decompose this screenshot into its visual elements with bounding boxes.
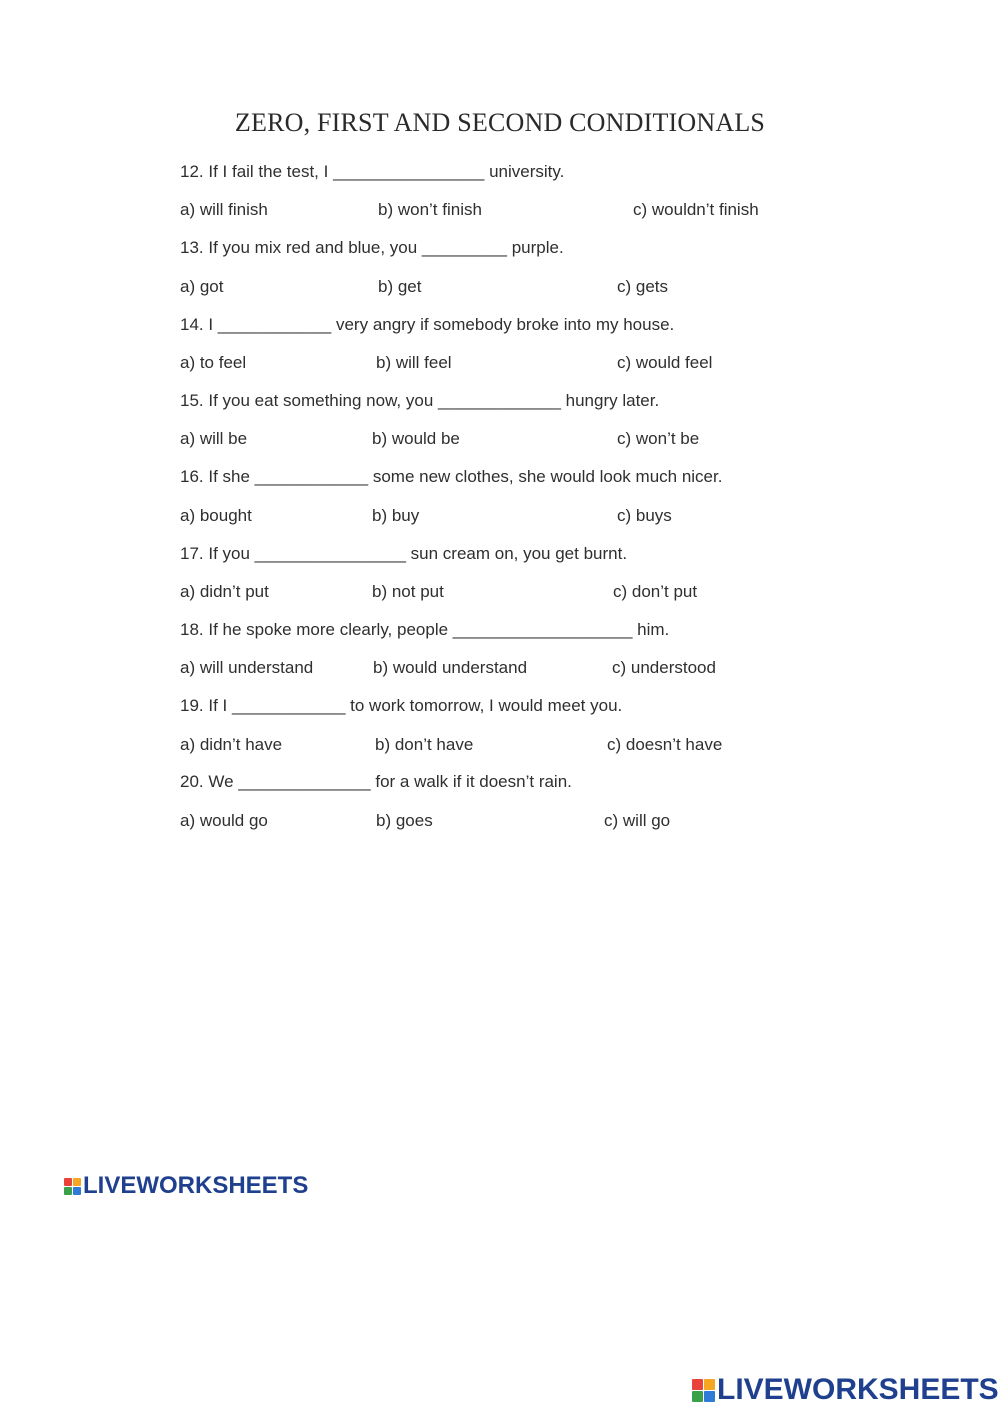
question-19-option-b[interactable]: b) don’t have — [375, 735, 474, 754]
question-20-option-b[interactable]: b) goes — [376, 811, 433, 830]
question-17: 17. If you ________________ sun cream on, you get burnt. — [180, 544, 628, 563]
question-16: 16. If she ____________ some new clothes, she would look much nicer. — [180, 467, 723, 486]
question-20: 20. We ______________ for a walk if it doesn’t rain. — [180, 772, 572, 791]
question-15-option-c[interactable]: c) won’t be — [617, 429, 700, 448]
logo-blocks-icon — [692, 1379, 715, 1402]
question-14-option-c[interactable]: c) would feel — [617, 353, 713, 372]
question-19: 19. If I ____________ to work tomorrow, I would meet you. — [180, 696, 623, 715]
question-12-option-b[interactable]: b) won’t finish — [378, 200, 482, 219]
question-20-option-c[interactable]: c) will go — [604, 811, 671, 830]
question-17-option-a[interactable]: a) didn’t put — [180, 582, 269, 601]
question-15-option-a[interactable]: a) will be — [180, 429, 248, 448]
question-13-option-a[interactable]: a) got — [180, 277, 224, 296]
question-12-option-a[interactable]: a) will finish — [180, 200, 268, 219]
question-15: 15. If you eat something now, you _____________ hungry later. — [180, 391, 660, 410]
question-17-option-c[interactable]: c) don’t put — [613, 582, 698, 601]
question-16-option-c[interactable]: c) buys — [617, 506, 672, 525]
logo-blocks-icon — [64, 1178, 81, 1195]
worksheet-title: ZERO, FIRST AND SECOND CONDITIONALS — [234, 108, 766, 137]
question-14-option-a[interactable]: a) to feel — [180, 353, 247, 372]
question-12: 12. If I fail the test, I ________________ university. — [180, 162, 565, 181]
question-18: 18. If he spoke more clearly, people ___________________ him. — [180, 620, 670, 639]
question-17-option-b[interactable]: b) not put — [372, 582, 444, 601]
liveworksheets-logo-large[interactable] — [692, 1373, 999, 1407]
question-12-option-c[interactable]: c) wouldn’t finish — [633, 200, 759, 219]
question-16-option-a[interactable]: a) bought — [180, 506, 252, 525]
liveworksheets-logo-small — [64, 1172, 308, 1200]
question-18-option-b[interactable]: b) would understand — [373, 658, 528, 677]
question-16-option-b[interactable]: b) buy — [372, 506, 420, 525]
question-20-option-a[interactable]: a) would go — [180, 811, 268, 830]
question-14-option-b[interactable]: b) will feel — [376, 353, 452, 372]
question-18-option-a[interactable]: a) will understand — [180, 658, 314, 677]
question-13-option-c[interactable]: c) gets — [617, 277, 669, 296]
question-19-option-a[interactable]: a) didn’t have — [180, 735, 283, 754]
question-14: 14. I ____________ very angry if somebody broke into my house. — [180, 315, 675, 334]
logo-text: LIVEWORKSHEETS — [717, 1373, 999, 1406]
question-19-option-c[interactable]: c) doesn’t have — [607, 735, 723, 754]
logo-text: LIVEWORKSHEETS — [83, 1172, 309, 1199]
question-13: 13. If you mix red and blue, you _________ purple. — [180, 238, 564, 257]
question-15-option-b[interactable]: b) would be — [372, 429, 460, 448]
question-13-option-b[interactable]: b) get — [378, 277, 422, 296]
question-18-option-c[interactable]: c) understood — [612, 658, 716, 677]
